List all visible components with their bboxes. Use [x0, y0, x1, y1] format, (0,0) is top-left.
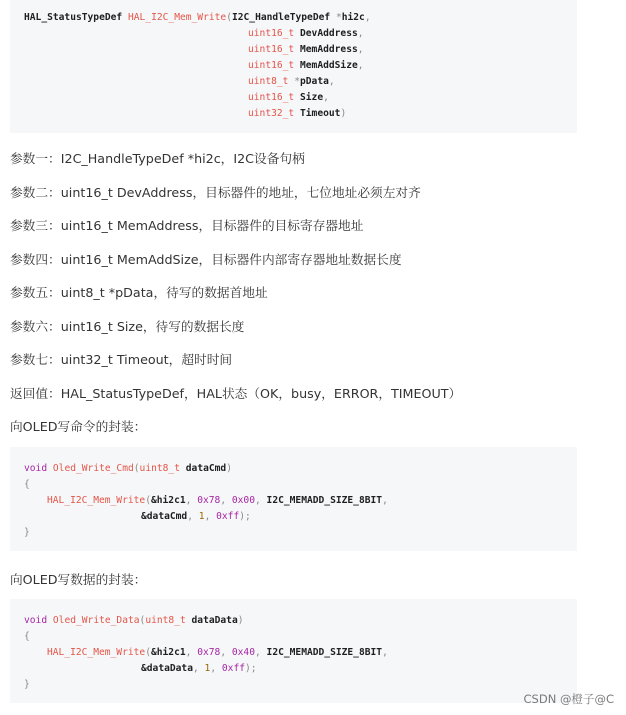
write-data-code-block — [10, 599, 577, 703]
return-value-text: 返回值：HAL_StatusTypeDef，HAL状态（OK，busy，ERROR，TIMEOUT） — [10, 386, 462, 401]
code-line: HAL_I2C_Mem_Write(&hi2c1, 0x78, 0x40, I2C_MEMADD_SIZE_8BIT, — [47, 647, 388, 658]
heading-write-data: 向OLED写数据的封装： — [10, 572, 147, 587]
code-line: HAL_StatusTypeDef HAL_I2C_Mem_Write(I2C_HandleTypeDef *hi2c, — [24, 12, 371, 23]
code-line: uint16_t Size, — [248, 92, 329, 103]
code-line: } — [24, 679, 30, 690]
code-line: &dataData, 1, 0xff); — [141, 663, 257, 674]
code-function-name: HAL_I2C_Mem_Write — [127, 12, 227, 23]
write-cmd-code-block — [10, 447, 577, 551]
heading-write-cmd: 向OLED写命令的封装： — [10, 419, 147, 434]
signature-code-block — [10, 0, 577, 133]
code-line: uint16_t MemAddSize, — [248, 60, 364, 71]
code-line: HAL_I2C_Mem_Write(&hi2c1, 0x78, 0x00, I2C_MEMADD_SIZE_8BIT, — [47, 495, 388, 506]
param-5-text: 参数五：uint8_t *pData，待写的数据首地址 — [10, 285, 268, 300]
code-line: uint32_t Timeout) — [248, 108, 347, 119]
code-line: void Oled_Write_Cmd(uint8_t dataCmd) — [24, 463, 232, 474]
code-line: { — [24, 479, 30, 490]
code-line: uint16_t MemAddress, — [248, 44, 364, 55]
code-line: uint8_t *pData, — [248, 76, 335, 87]
param-7-text: 参数七：uint32_t Timeout，超时时间 — [10, 352, 233, 367]
code-line: &dataCmd, 1, 0xff); — [141, 511, 251, 522]
param-2-text: 参数二：uint16_t DevAddress，目标器件的地址，七位地址必须左对齐 — [10, 185, 421, 200]
code-return-type: HAL_StatusTypeDef — [24, 12, 123, 23]
param-1-text: 参数一：I2C_HandleTypeDef *hi2c，I2C设备句柄 — [10, 151, 305, 166]
code-line: void Oled_Write_Data(uint8_t dataData) — [24, 615, 244, 626]
csdn-watermark: CSDN @橙子@C — [523, 692, 614, 706]
code-line: } — [24, 527, 30, 538]
param-6-text: 参数六：uint16_t Size，待写的数据长度 — [10, 319, 245, 334]
param-3-text: 参数三：uint16_t MemAddress，目标器件的目标寄存器地址 — [10, 218, 364, 233]
code-line: uint16_t DevAddress, — [248, 28, 364, 39]
code-line: { — [24, 631, 30, 642]
param-4-text: 参数四：uint16_t MemAddSize，目标器件内部寄存器地址数据长度 — [10, 252, 402, 267]
